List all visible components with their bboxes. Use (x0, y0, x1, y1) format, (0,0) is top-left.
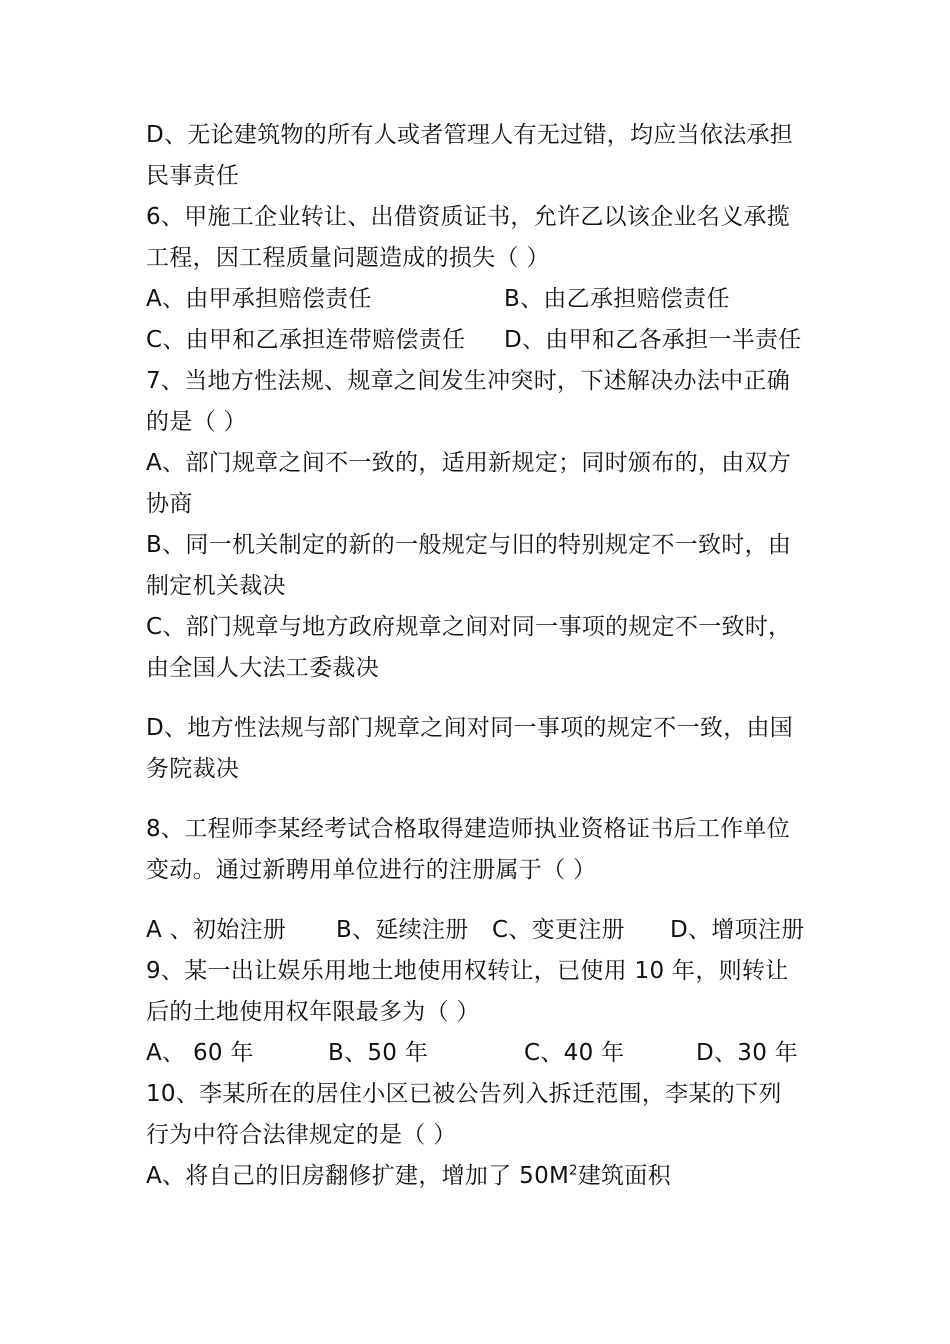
q10-stem-line1: 10、李某所在的居住小区已被公告列入拆迁范围，李某的下列 (146, 1081, 782, 1107)
q6-option-d: D、由甲和乙各承担一半责任 (504, 327, 802, 353)
q5-option-d-line2: 民事责任 (146, 163, 240, 189)
q7-option-a-line1: A、部门规章之间不一致的，适用新规定；同时颁布的，由双方 (146, 450, 792, 476)
q7-option-c-line1: C、部门规章与地方政府规章之间对同一事项的规定不一致时， (146, 614, 792, 640)
q7-option-d-line1: D、地方性法规与部门规章之间对同一事项的规定不一致，由国 (146, 715, 794, 741)
q7-option-b-line2: 制定机关裁决 (146, 573, 286, 599)
q7-option-a-line2: 协商 (146, 491, 193, 517)
q7-option-c-line2: 由全国人大法工委裁决 (146, 655, 379, 681)
q9-option-c: C、40 年 (524, 1040, 625, 1066)
q9-option-d: D、30 年 (696, 1040, 799, 1066)
q8-option-d: D、增项注册 (670, 917, 805, 943)
q6-option-b: B、由乙承担赔偿责任 (504, 286, 730, 312)
q9-stem-line1: 9、某一出让娱乐用地土地使用权转让，已使用 10 年，则转让 (146, 958, 789, 984)
q7-stem-line2: 的是（ ） (146, 409, 247, 435)
q6-stem-line1: 6、甲施工企业转让、出借资质证书，允许乙以该企业名义承揽 (146, 204, 791, 230)
q8-option-a: A 、初始注册 (146, 917, 287, 943)
q8-option-c: C、变更注册 (492, 917, 625, 943)
q7-option-b-line1: B、同一机关制定的新的一般规定与旧的特别规定不一致时，由 (146, 532, 792, 558)
q10-option-a-text: A、将自己的旧房翻修扩建，增加了 50M (146, 1163, 570, 1189)
q6-option-c: C、由甲和乙承担连带赔偿责任 (146, 327, 466, 353)
q10-option-a-text-end: 建筑面积 (577, 1163, 671, 1189)
q9-option-b: B、50 年 (328, 1040, 429, 1066)
q8-option-b: B、延续注册 (336, 917, 469, 943)
q6-stem-line2: 工程，因工程质量问题造成的损失（ ） (146, 245, 550, 271)
q6-option-a: A、由甲承担赔偿责任 (146, 286, 372, 312)
q10-option-a-superscript: 2 (569, 1163, 578, 1179)
q7-option-d-line2: 务院裁决 (146, 756, 240, 782)
q10-stem-line2: 行为中符合法律规定的是（ ） (146, 1122, 457, 1148)
q9-stem-line2: 后的土地使用权年限最多为（ ） (146, 999, 480, 1025)
q5-option-d-line1: D、无论建筑物的所有人或者管理人有无过错，均应当依法承担 (146, 122, 794, 148)
q8-stem-line1: 8、工程师李某经考试合格取得建造师执业资格证书后工作单位 (146, 816, 791, 842)
q9-option-a: A、 60 年 (146, 1040, 254, 1066)
q8-stem-line2: 变动。通过新聘用单位进行的注册属于（ ） (146, 857, 597, 883)
q10-option-a (146, 1161, 671, 1191)
q7-stem-line1: 7、当地方性法规、规章之间发生冲突时，下述解决办法中正确 (146, 368, 791, 394)
